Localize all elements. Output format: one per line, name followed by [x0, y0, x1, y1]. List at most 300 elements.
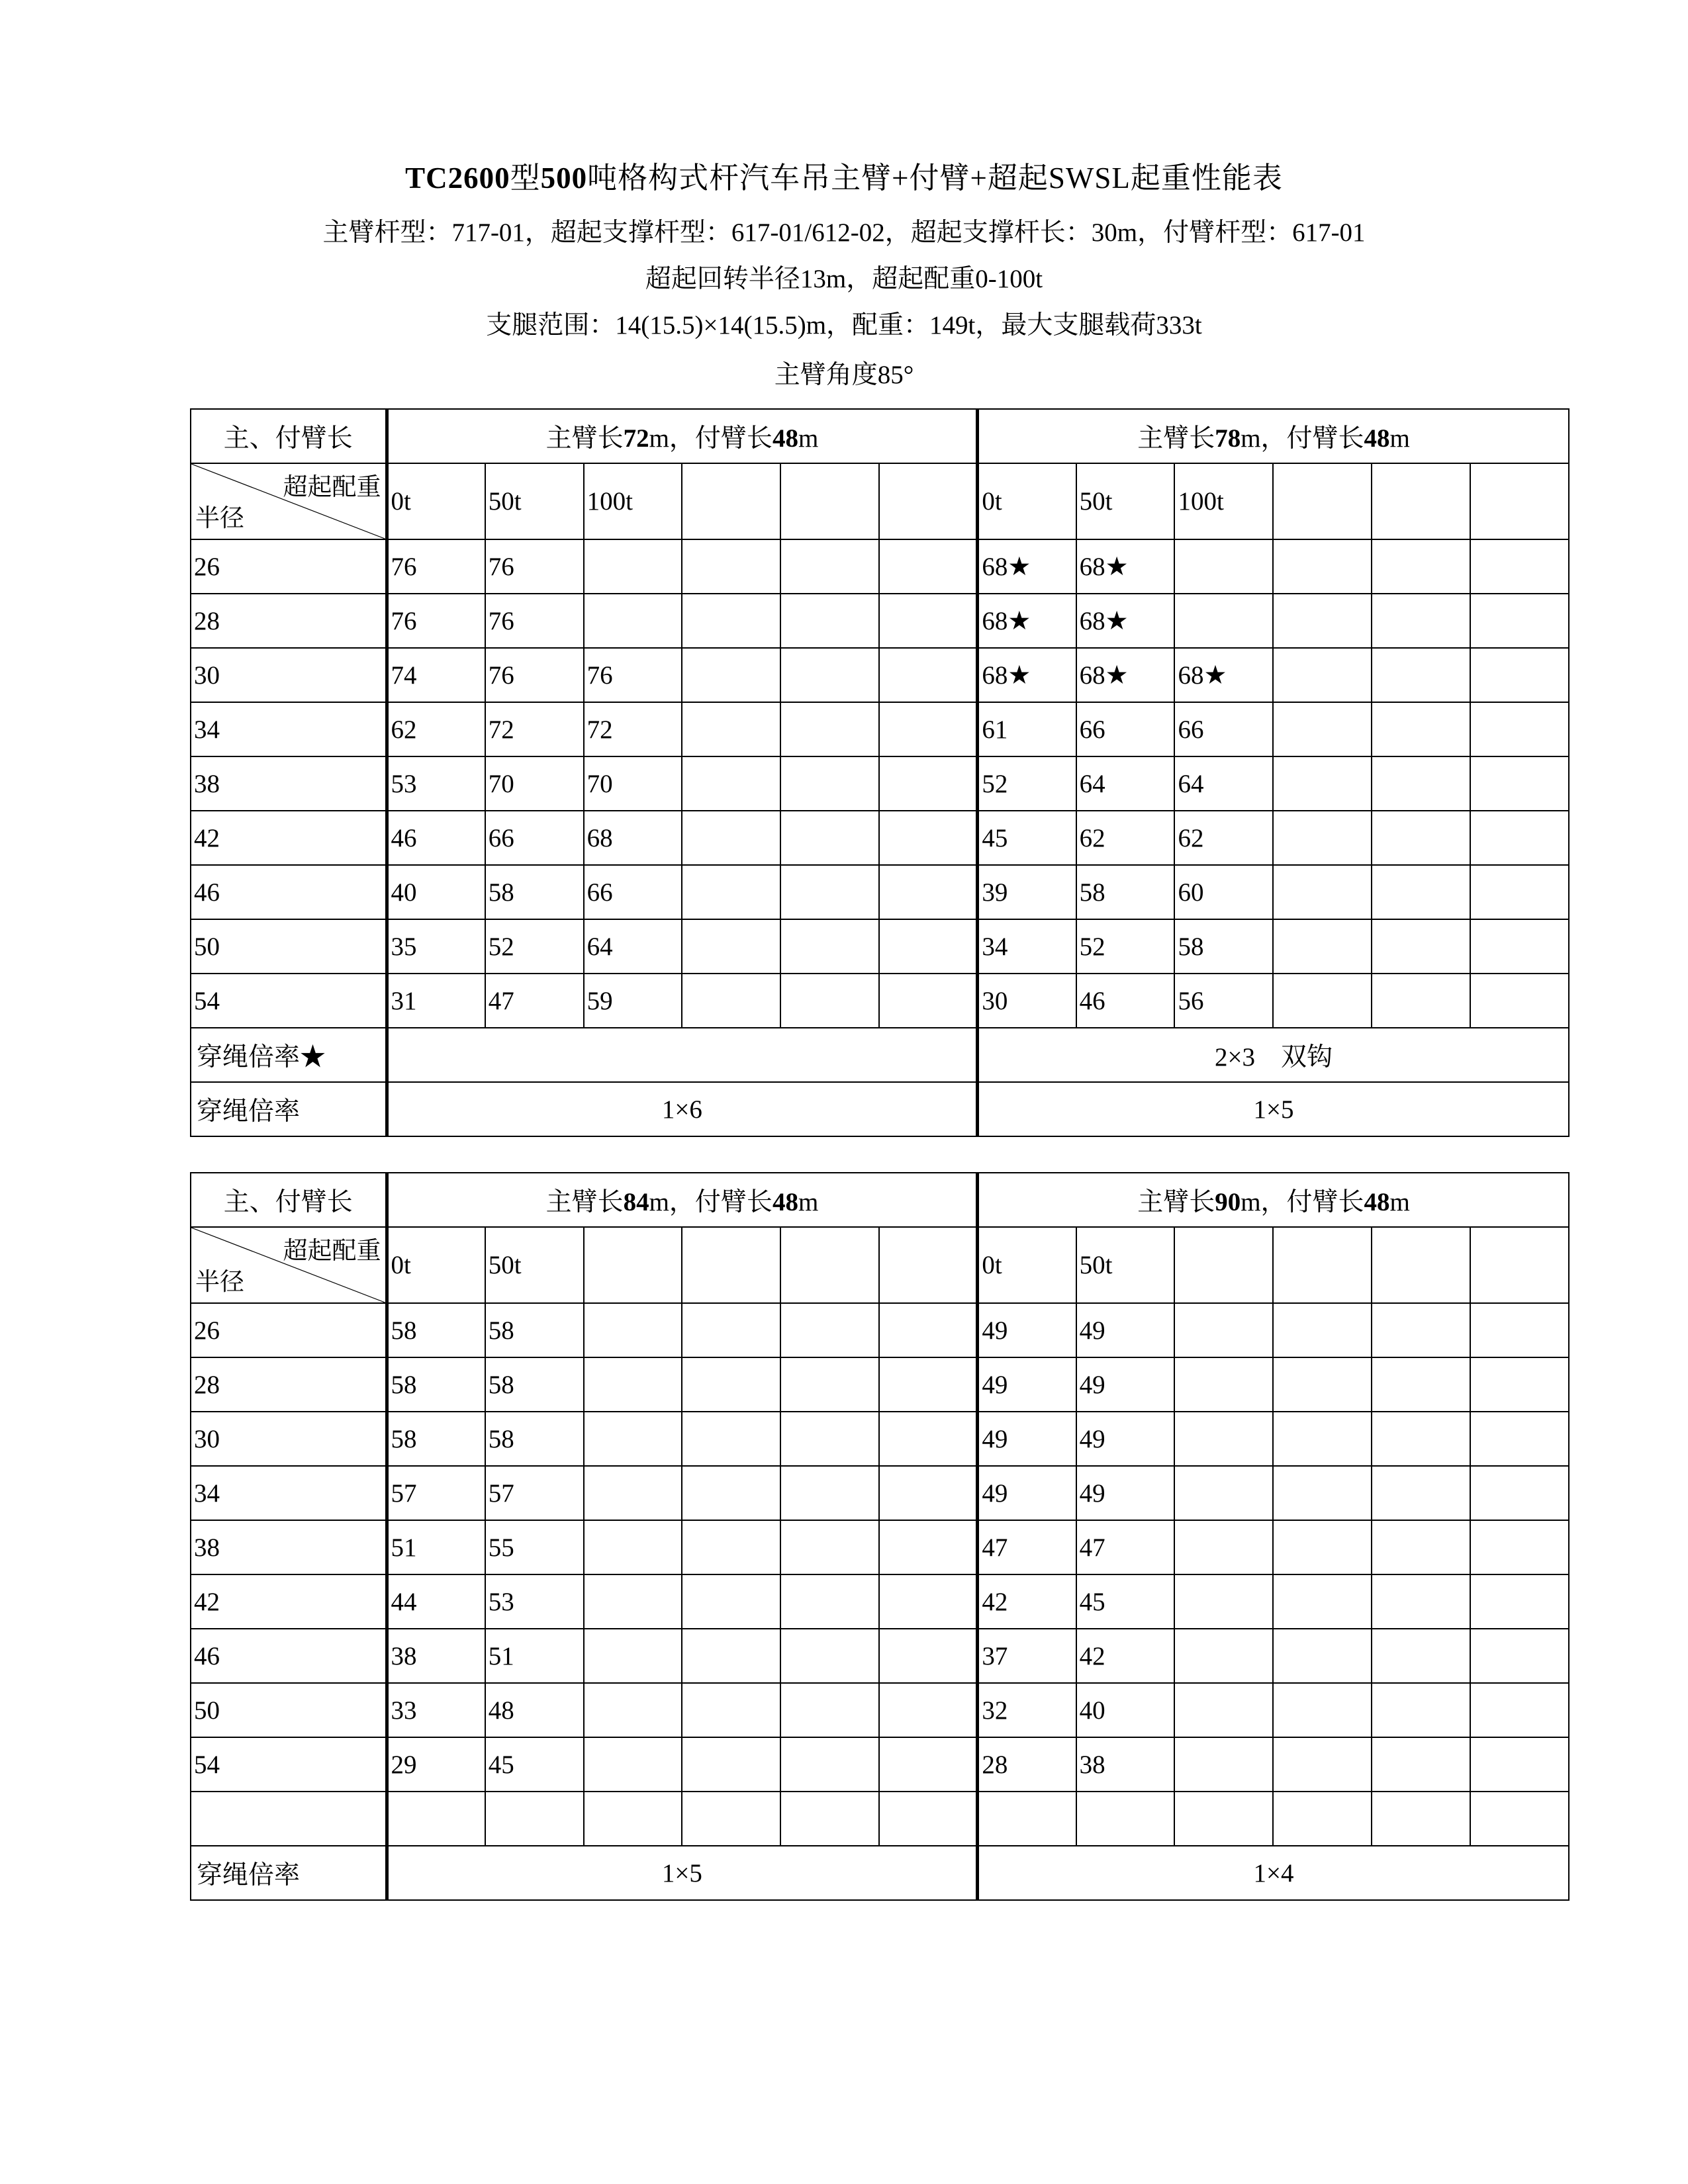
- counterweight-cell: [780, 463, 879, 539]
- capacity-cell: [879, 756, 978, 811]
- capacity-cell: [1372, 756, 1470, 811]
- capacity-cell: [879, 1683, 978, 1737]
- table-row: [191, 756, 1569, 811]
- capacity-cell: 68★: [978, 594, 1076, 648]
- counterweight-cell: 50t: [1076, 463, 1175, 539]
- radius-axis-label: 半径: [195, 505, 244, 532]
- counterweight-cell: 0t: [978, 1227, 1076, 1303]
- capacity-cell: [780, 756, 879, 811]
- capacity-cell: 59: [584, 974, 682, 1028]
- radius-cell: 50: [191, 919, 387, 974]
- capacity-cell: [1372, 594, 1470, 648]
- capacity-cell: [682, 1520, 780, 1574]
- counterweight-cell: [1470, 463, 1569, 539]
- capacity-cell: [682, 539, 780, 594]
- capacity-cell: [682, 1412, 780, 1466]
- capacity-cell: [584, 1466, 682, 1520]
- capacity-cell: [1470, 539, 1569, 594]
- table-row: [191, 1574, 1569, 1629]
- capacity-cell: 45: [1076, 1574, 1175, 1629]
- table-row: [191, 539, 1569, 594]
- capacity-cell: [1470, 919, 1569, 974]
- capacity-cell: [1372, 702, 1470, 756]
- capacity-cell: [1174, 1412, 1273, 1466]
- counterweight-cell: [780, 1227, 879, 1303]
- capacity-cell: [1273, 702, 1372, 756]
- counterweight-axis-label: 超起配重: [283, 1238, 381, 1265]
- capacity-cell: [1470, 865, 1569, 919]
- capacity-cell: 62: [1076, 811, 1175, 865]
- capacity-cell: 46: [1076, 974, 1175, 1028]
- capacity-cell: [584, 1520, 682, 1574]
- capacity-cell: [780, 865, 879, 919]
- capacity-cell: [879, 1574, 978, 1629]
- capacity-cell: [780, 1357, 879, 1412]
- capacity-cell: [1273, 756, 1372, 811]
- capacity-cell: [1470, 1737, 1569, 1792]
- capacity-cell: 72: [485, 702, 584, 756]
- counterweight-cell: [1174, 1227, 1273, 1303]
- capacity-cell: [682, 702, 780, 756]
- counterweight-cell: [682, 463, 780, 539]
- reeving-star-label: 穿绳倍率★: [191, 1028, 387, 1082]
- capacity-cell: [1470, 1683, 1569, 1737]
- capacity-cell: [1470, 648, 1569, 702]
- capacity-cell: 51: [387, 1520, 485, 1574]
- table-row: [191, 1466, 1569, 1520]
- capacity-cell: [584, 1303, 682, 1357]
- capacity-cell: [879, 811, 978, 865]
- counterweight-cell: [584, 1227, 682, 1303]
- capacity-cell: [780, 1412, 879, 1466]
- capacity-cell: [682, 1357, 780, 1412]
- capacity-cell: 30: [978, 974, 1076, 1028]
- capacity-cell: 53: [387, 756, 485, 811]
- capacity-cell: [1273, 1792, 1372, 1846]
- right-boom-config-title: 主臂长90m，付臂长48m: [978, 1173, 1569, 1227]
- capacity-cell: 49: [978, 1357, 1076, 1412]
- capacity-cell: [1470, 1792, 1569, 1846]
- capacity-cell: [1174, 1520, 1273, 1574]
- capacity-cell: 46: [387, 811, 485, 865]
- capacity-cell: [1273, 1629, 1372, 1683]
- capacity-cell: 52: [978, 756, 1076, 811]
- capacity-cell: [1273, 811, 1372, 865]
- counterweight-cell: [1372, 1227, 1470, 1303]
- capacity-cell: [682, 1683, 780, 1737]
- capacity-cell: [1372, 648, 1470, 702]
- capacity-cell: 42: [1076, 1629, 1175, 1683]
- capacity-cell: [584, 539, 682, 594]
- capacity-cell: [584, 1412, 682, 1466]
- capacity-cell: 76: [387, 594, 485, 648]
- capacity-cell: [1273, 1357, 1372, 1412]
- table-row: [191, 1629, 1569, 1683]
- radius-cell: 42: [191, 811, 387, 865]
- capacity-cell: 60: [1174, 865, 1273, 919]
- capacity-cell: [780, 1737, 879, 1792]
- capacity-cell: 49: [978, 1303, 1076, 1357]
- radius-cell: 26: [191, 539, 387, 594]
- radius-cell: 30: [191, 648, 387, 702]
- capacity-cell: 58: [1174, 919, 1273, 974]
- capacity-cell: [682, 919, 780, 974]
- capacity-cell: [584, 1357, 682, 1412]
- capacity-cell: [780, 648, 879, 702]
- capacity-cell: 37: [978, 1629, 1076, 1683]
- capacity-cell: 68: [584, 811, 682, 865]
- capacity-cell: 76: [584, 648, 682, 702]
- table-row: [191, 648, 1569, 702]
- capacity-cell: [1273, 1520, 1372, 1574]
- counterweight-cell: 50t: [485, 463, 584, 539]
- capacity-cell: 38: [1076, 1737, 1175, 1792]
- capacity-cell: [1273, 1574, 1372, 1629]
- capacity-cell: [1273, 1412, 1372, 1466]
- capacity-cell: [780, 974, 879, 1028]
- counterweight-cell: [879, 1227, 978, 1303]
- capacity-cell: [1174, 1303, 1273, 1357]
- reeving-label: 穿绳倍率: [191, 1082, 387, 1136]
- capacity-cell: 47: [978, 1520, 1076, 1574]
- capacity-cell: 57: [387, 1466, 485, 1520]
- capacity-cell: 53: [485, 1574, 584, 1629]
- left-boom-config-title: 主臂长72m，付臂长48m: [387, 409, 978, 463]
- right-boom-config-title: 主臂长78m，付臂长48m: [978, 409, 1569, 463]
- capacity-cell: [584, 1792, 682, 1846]
- capacity-cell: [978, 1792, 1076, 1846]
- capacity-cell: 48: [485, 1683, 584, 1737]
- capacity-cell: 49: [1076, 1303, 1175, 1357]
- table-row: [191, 919, 1569, 974]
- capacity-cell: 58: [485, 1303, 584, 1357]
- capacity-cell: [879, 594, 978, 648]
- capacity-cell: [780, 1683, 879, 1737]
- table-row: [191, 865, 1569, 919]
- document-title: TC2600型500吨格构式杆汽车吊主臂+付臂+超起SWSL起重性能表: [405, 161, 1283, 195]
- capacity-cell: [1470, 1574, 1569, 1629]
- capacity-cell: [780, 702, 879, 756]
- capacity-cell: [879, 1466, 978, 1520]
- capacity-cell: [682, 974, 780, 1028]
- capacity-cell: [780, 594, 879, 648]
- capacity-cell: [1470, 1357, 1569, 1412]
- table-row: [191, 594, 1569, 648]
- table-row: [191, 1792, 1569, 1846]
- capacity-cell: [1273, 919, 1372, 974]
- counterweight-cell: [1273, 463, 1372, 539]
- table-row: [191, 702, 1569, 756]
- capacity-cell: [1273, 1683, 1372, 1737]
- left-boom-config-title: 主臂长84m，付臂长48m: [387, 1173, 978, 1227]
- capacity-cell: 66: [1174, 702, 1273, 756]
- capacity-cell: 52: [1076, 919, 1175, 974]
- boom-length-header-row: [191, 409, 1569, 463]
- capacity-cell: [879, 1629, 978, 1683]
- capacity-cell: [1372, 919, 1470, 974]
- reeving-right: 1×5: [978, 1082, 1569, 1136]
- reeving-right: 1×4: [978, 1846, 1569, 1900]
- diagonal-header-cell: [191, 1227, 387, 1303]
- capacity-cell: [1470, 1466, 1569, 1520]
- capacity-cell: [780, 1792, 879, 1846]
- counterweight-cell: [1470, 1227, 1569, 1303]
- capacity-cell: [682, 594, 780, 648]
- capacity-cell: [1372, 865, 1470, 919]
- reeving-left: 1×5: [387, 1846, 978, 1900]
- radius-cell: 46: [191, 1629, 387, 1683]
- load-chart-table-2: [190, 1172, 1570, 1901]
- capacity-cell: [1174, 1737, 1273, 1792]
- counterweight-cell: 0t: [978, 463, 1076, 539]
- capacity-cell: 58: [485, 865, 584, 919]
- capacity-cell: 38: [387, 1629, 485, 1683]
- counterweight-header-row: [191, 463, 1569, 539]
- radius-cell: 38: [191, 1520, 387, 1574]
- capacity-cell: 32: [978, 1683, 1076, 1737]
- table-row: [191, 1737, 1569, 1792]
- capacity-cell: [1470, 1629, 1569, 1683]
- capacity-cell: [682, 1574, 780, 1629]
- table-row: [191, 974, 1569, 1028]
- radius-cell: 46: [191, 865, 387, 919]
- capacity-cell: 45: [485, 1737, 584, 1792]
- capacity-cell: 68★: [1076, 594, 1175, 648]
- capacity-cell: 57: [485, 1466, 584, 1520]
- diagonal-header-cell: [191, 463, 387, 539]
- capacity-cell: [879, 648, 978, 702]
- spec-line-boom-types: 主臂杆型：717-01，超起支撑杆型：617-01/612-02，超起支撑杆长：30m，付臂杆型：617-01: [322, 218, 1366, 247]
- capacity-cell: 51: [485, 1629, 584, 1683]
- capacity-cell: 72: [584, 702, 682, 756]
- capacity-cell: [1372, 1303, 1470, 1357]
- capacity-cell: [1273, 1466, 1372, 1520]
- capacity-cell: [1273, 648, 1372, 702]
- capacity-cell: [584, 1683, 682, 1737]
- capacity-cell: [485, 1792, 584, 1846]
- capacity-cell: [780, 1574, 879, 1629]
- reeving-row: [191, 1846, 1569, 1900]
- reeving-star-right: 2×3 双钩: [978, 1028, 1569, 1082]
- capacity-cell: 28: [978, 1737, 1076, 1792]
- capacity-cell: 64: [1174, 756, 1273, 811]
- capacity-cell: 49: [1076, 1466, 1175, 1520]
- reeving-star-row: [191, 1028, 1569, 1082]
- reeving-label: 穿绳倍率: [191, 1846, 387, 1900]
- capacity-cell: [879, 1792, 978, 1846]
- capacity-cell: [682, 756, 780, 811]
- capacity-cell: [879, 1412, 978, 1466]
- capacity-cell: 58: [387, 1412, 485, 1466]
- radius-cell: 42: [191, 1574, 387, 1629]
- capacity-cell: [1372, 1629, 1470, 1683]
- capacity-cell: [1174, 1466, 1273, 1520]
- counterweight-cell: 0t: [387, 1227, 485, 1303]
- capacity-cell: [1372, 1412, 1470, 1466]
- capacity-cell: [584, 594, 682, 648]
- capacity-cell: [780, 1466, 879, 1520]
- capacity-cell: 58: [387, 1357, 485, 1412]
- capacity-cell: [1273, 539, 1372, 594]
- radius-cell: 34: [191, 1466, 387, 1520]
- table-row: [191, 1303, 1569, 1357]
- reeving-star-left: [387, 1028, 978, 1082]
- table-row: [191, 1357, 1569, 1412]
- capacity-cell: [1470, 811, 1569, 865]
- capacity-cell: 49: [978, 1412, 1076, 1466]
- capacity-cell: 35: [387, 919, 485, 974]
- capacity-cell: [1470, 1520, 1569, 1574]
- capacity-cell: 62: [387, 702, 485, 756]
- capacity-cell: 58: [485, 1357, 584, 1412]
- capacity-cell: [1174, 1792, 1273, 1846]
- counterweight-cell: 100t: [1174, 463, 1273, 539]
- capacity-cell: [1372, 1466, 1470, 1520]
- capacity-cell: 66: [1076, 702, 1175, 756]
- capacity-cell: [780, 919, 879, 974]
- capacity-cell: [1470, 594, 1569, 648]
- radius-cell: 28: [191, 594, 387, 648]
- boom-length-label: 主、付臂长: [191, 409, 387, 463]
- capacity-cell: [1372, 811, 1470, 865]
- capacity-cell: [682, 1737, 780, 1792]
- capacity-cell: 40: [387, 865, 485, 919]
- capacity-cell: 76: [485, 594, 584, 648]
- capacity-cell: 47: [485, 974, 584, 1028]
- capacity-cell: 33: [387, 1683, 485, 1737]
- capacity-cell: 58: [1076, 865, 1175, 919]
- capacity-cell: 49: [1076, 1357, 1175, 1412]
- spec-line-outrigger: 支腿范围：14(15.5)×14(15.5)m，配重：149t，最大支腿载荷333t: [486, 311, 1202, 340]
- spec-line-boom-angle: 主臂角度85°: [774, 361, 914, 389]
- capacity-cell: [780, 539, 879, 594]
- table-row: [191, 1520, 1569, 1574]
- capacity-cell: [1372, 1520, 1470, 1574]
- capacity-cell: 52: [485, 919, 584, 974]
- capacity-cell: [682, 1303, 780, 1357]
- capacity-cell: [584, 1574, 682, 1629]
- capacity-cell: [1273, 1737, 1372, 1792]
- capacity-cell: 76: [485, 539, 584, 594]
- capacity-cell: [780, 1303, 879, 1357]
- capacity-cell: [1076, 1792, 1175, 1846]
- capacity-cell: [1273, 974, 1372, 1028]
- capacity-cell: 40: [1076, 1683, 1175, 1737]
- capacity-cell: [879, 865, 978, 919]
- boom-length-label: 主、付臂长: [191, 1173, 387, 1227]
- capacity-cell: 49: [1076, 1412, 1175, 1466]
- counterweight-cell: 100t: [584, 463, 682, 539]
- radius-cell: 30: [191, 1412, 387, 1466]
- capacity-cell: 70: [584, 756, 682, 811]
- capacity-cell: [879, 1737, 978, 1792]
- capacity-cell: [1372, 974, 1470, 1028]
- capacity-cell: 68★: [1076, 648, 1175, 702]
- capacity-cell: [1174, 1629, 1273, 1683]
- capacity-cell: [1273, 1303, 1372, 1357]
- counterweight-cell: 0t: [387, 463, 485, 539]
- counterweight-header-row: [191, 1227, 1569, 1303]
- capacity-cell: 64: [584, 919, 682, 974]
- reeving-row: [191, 1082, 1569, 1136]
- capacity-cell: [387, 1792, 485, 1846]
- capacity-cell: 58: [387, 1303, 485, 1357]
- capacity-cell: [682, 1792, 780, 1846]
- boom-length-header-row: [191, 1173, 1569, 1227]
- capacity-cell: [879, 919, 978, 974]
- capacity-cell: [879, 974, 978, 1028]
- capacity-cell: 70: [485, 756, 584, 811]
- capacity-cell: 66: [584, 865, 682, 919]
- capacity-cell: [682, 1466, 780, 1520]
- capacity-cell: 56: [1174, 974, 1273, 1028]
- capacity-cell: [682, 648, 780, 702]
- capacity-cell: [879, 702, 978, 756]
- capacity-cell: [1174, 1357, 1273, 1412]
- capacity-cell: [1273, 594, 1372, 648]
- capacity-cell: [780, 1629, 879, 1683]
- capacity-cell: 42: [978, 1574, 1076, 1629]
- capacity-cell: 68★: [978, 539, 1076, 594]
- capacity-cell: [1470, 974, 1569, 1028]
- capacity-cell: 49: [978, 1466, 1076, 1520]
- capacity-cell: 74: [387, 648, 485, 702]
- capacity-cell: 58: [485, 1412, 584, 1466]
- capacity-cell: 44: [387, 1574, 485, 1629]
- capacity-cell: 68★: [1076, 539, 1175, 594]
- capacity-cell: 68★: [1174, 648, 1273, 702]
- capacity-cell: [1372, 1683, 1470, 1737]
- capacity-cell: [1174, 1574, 1273, 1629]
- radius-cell: 54: [191, 974, 387, 1028]
- capacity-cell: [682, 1629, 780, 1683]
- capacity-cell: [879, 1303, 978, 1357]
- capacity-cell: 61: [978, 702, 1076, 756]
- capacity-cell: 34: [978, 919, 1076, 974]
- capacity-cell: 62: [1174, 811, 1273, 865]
- counterweight-cell: [1273, 1227, 1372, 1303]
- table-row: [191, 1683, 1569, 1737]
- capacity-cell: [780, 1520, 879, 1574]
- radius-cell: 38: [191, 756, 387, 811]
- capacity-cell: [780, 811, 879, 865]
- counterweight-axis-label: 超起配重: [283, 474, 381, 501]
- reeving-left: 1×6: [387, 1082, 978, 1136]
- capacity-cell: 68★: [978, 648, 1076, 702]
- capacity-cell: 76: [485, 648, 584, 702]
- capacity-cell: 55: [485, 1520, 584, 1574]
- capacity-cell: 66: [485, 811, 584, 865]
- capacity-cell: 29: [387, 1737, 485, 1792]
- spec-line-superlift: 超起回转半径13m，超起配重0-100t: [645, 265, 1043, 293]
- capacity-cell: 76: [387, 539, 485, 594]
- counterweight-cell: 50t: [485, 1227, 584, 1303]
- table-row: [191, 1412, 1569, 1466]
- capacity-cell: [1273, 865, 1372, 919]
- counterweight-cell: [879, 463, 978, 539]
- capacity-cell: [584, 1629, 682, 1683]
- capacity-cell: 31: [387, 974, 485, 1028]
- capacity-cell: [1174, 594, 1273, 648]
- radius-cell: [191, 1792, 387, 1846]
- capacity-cell: [1372, 1737, 1470, 1792]
- capacity-cell: [682, 811, 780, 865]
- capacity-cell: 45: [978, 811, 1076, 865]
- counterweight-cell: 50t: [1076, 1227, 1175, 1303]
- capacity-cell: [1470, 756, 1569, 811]
- capacity-cell: [879, 1520, 978, 1574]
- capacity-cell: [1372, 1574, 1470, 1629]
